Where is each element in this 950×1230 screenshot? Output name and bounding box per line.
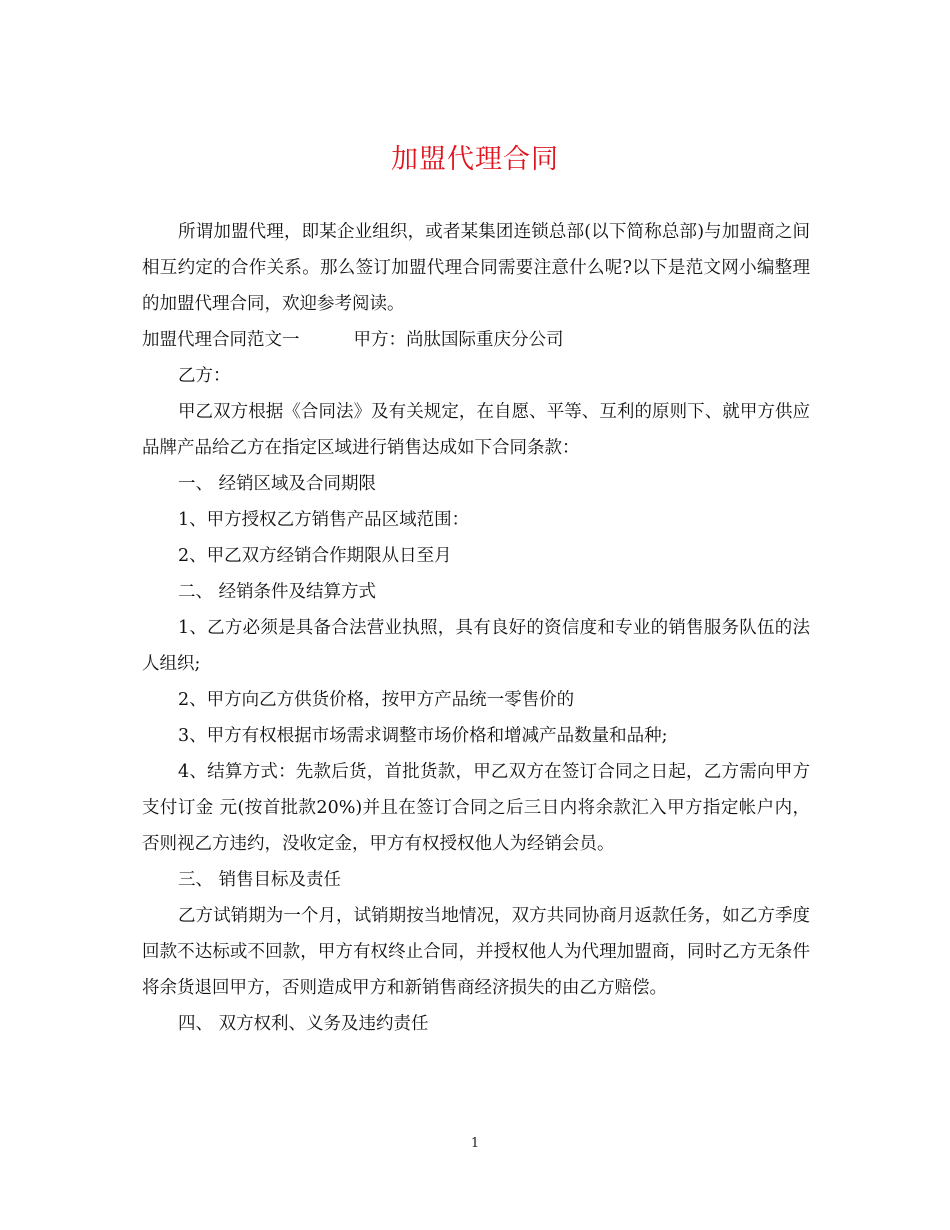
section-2-item-1: 1、乙方必须是具备合法营业执照，具有良好的资信度和专业的销售服务队伍的法人组织; bbox=[142, 618, 810, 674]
sample-party-a-line bbox=[142, 322, 810, 358]
section-2-item-3: 3、甲方有权根据市场需求调整市场价格和增减产品数量和品种; bbox=[178, 726, 668, 746]
party-b: 乙方： bbox=[178, 366, 231, 386]
document-body bbox=[142, 214, 810, 1042]
page-number: 1 bbox=[470, 1136, 480, 1151]
paragraph-intro: 所谓加盟代理，即某企业组织，或者某集团连锁总部(以下简称总部)与加盟商之间相互约定的合作关系。那么签订加盟代理合同需要注意什么呢?以下是范文网小编整理的加盟代理合同，欢迎参考阅读。 bbox=[142, 222, 810, 314]
section-1-item-2: 2、甲乙双方经销合作期限从日至月 bbox=[178, 546, 452, 566]
document-title: 加盟代理合同 bbox=[391, 144, 559, 175]
paragraph-preamble: 甲乙双方根据《合同法》及有关规定，在自愿、平等、互利的原则下、就甲方供应 品牌产品给乙方在指定区域进行销售达成如下合同条款： bbox=[142, 402, 810, 458]
section-4-heading: 四、 双方权利、义务及违约责任 bbox=[178, 1014, 429, 1034]
section-1-item-1: 1、甲方授权乙方销售产品区域范围： bbox=[178, 510, 470, 530]
section-1-heading: 一、 经销区域及合同期限 bbox=[178, 474, 377, 494]
section-3-heading: 三、 销售目标及责任 bbox=[178, 870, 342, 890]
section-2-item-4: 4、结算方式：先款后货，首批货款，甲乙双方在签订合同之日起，乙方需向甲方支付订金 元(按首批款20%)并且在签订合同之后三日内将余款汇入甲方指定帐户内，否则视乙方违约，没收定金，甲方有权授权他人为经销会员。 bbox=[142, 762, 810, 854]
party-a: 甲方：尚肽国际重庆分公司 bbox=[353, 330, 564, 350]
section-2-heading: 二、 经销条件及结算方式 bbox=[178, 582, 377, 602]
section-3-text: 乙方试销期为一个月，试销期按当地情况，双方共同协商月返款任务，如乙方季度回款不达标或不回款，甲方有权终止合同，并授权他人为代理加盟商，同时乙方无条件将余货退回甲方，否则造成甲方和新销售商经济损失的由乙方赔偿。 bbox=[142, 906, 810, 998]
sample-label: 加盟代理合同范文一 bbox=[142, 330, 300, 350]
section-2-item-2: 2、甲方向乙方供货价格，按甲方产品统一零售价的 bbox=[178, 690, 575, 710]
